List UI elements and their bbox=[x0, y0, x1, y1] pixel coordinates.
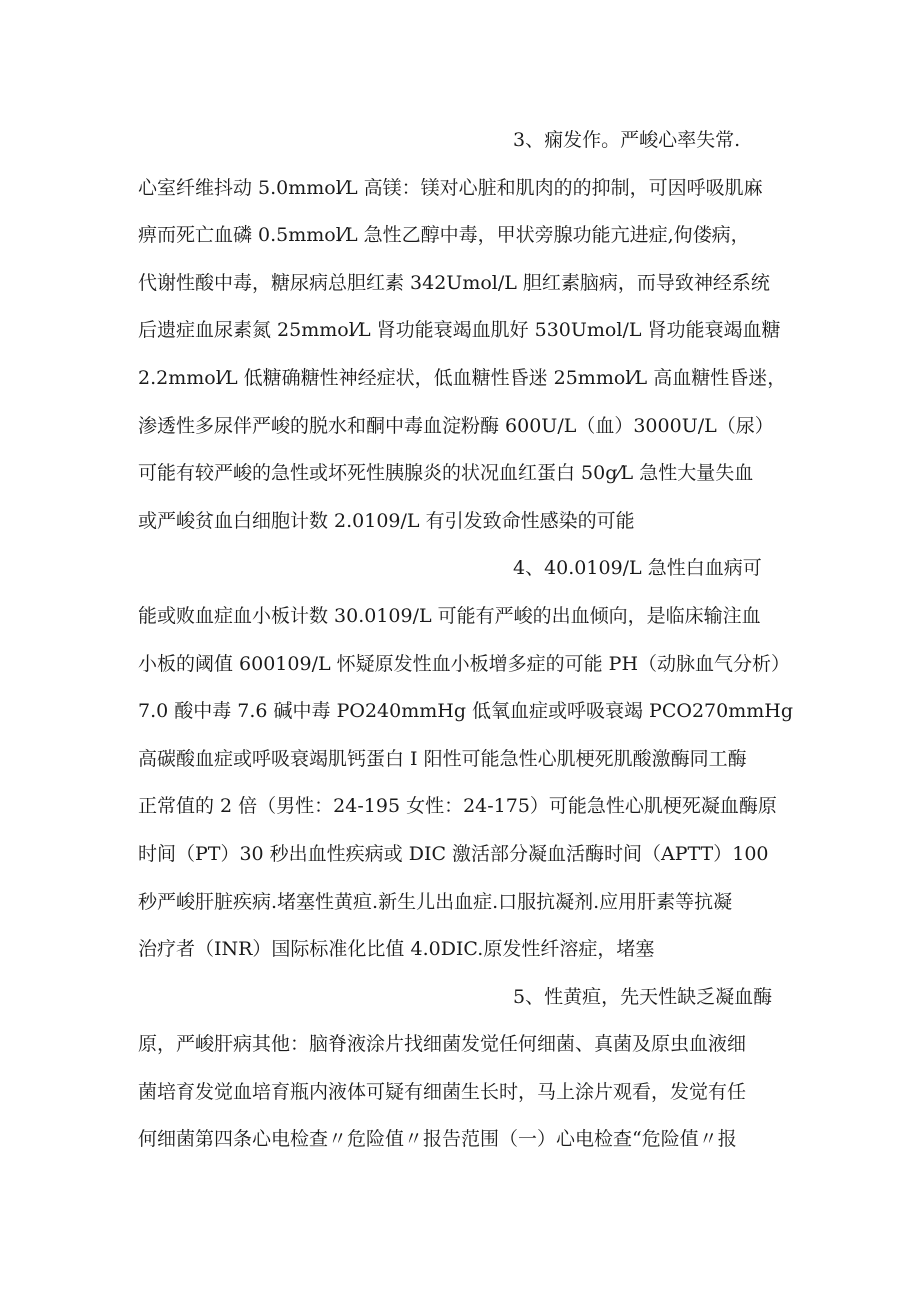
text-line: 能或败血症血小板计数 30.0109/L 可能有严峻的出血倾向，是临床输注血 bbox=[138, 604, 761, 627]
text-line: 代谢性酸中毒，糖尿病总胆红素 342Umol/L 胆红素脑病，而导致神经系统 bbox=[138, 271, 770, 294]
text-line: 7.0 酸中毒 7.6 碱中毒 PO240mmHg 低氧血症或呼吸衰竭 PCO270mmHg bbox=[138, 700, 793, 723]
section-3-heading: 3、痫发作。严峻心率失常. bbox=[513, 129, 741, 151]
text-line: 可能有较严峻的急性或坏死性胰腺炎的状况血红蛋白 50g⁄L 急性大量失血 bbox=[138, 462, 754, 485]
text-line: 痹而死亡血磷 0.5mmol⁄L 急性乙醇中毒，甲状旁腺功能亢进症,佝偻病， bbox=[138, 224, 750, 247]
text-line: 或严峻贫血白细胞计数 2.0109/L 有引发致命性感染的可能 bbox=[138, 509, 635, 532]
text-line: 治疗者（INR）国际标准化比值 4.0DIC.原发性纤溶症，堵塞 bbox=[138, 938, 655, 961]
text-line: 秒严峻肝脏疾病.堵塞性黄疸.新生儿出血症.口服抗凝剂.应用肝素等抗凝 bbox=[138, 890, 733, 913]
text-line: 时间（PT）30 秒出血性疾病或 DIC 激活部分凝血活酶时间（APTT）100 bbox=[138, 842, 769, 865]
text-line: 菌培育发觉血培育瓶内液体可疑有细菌生长时，马上涂片观看，发觉有任 bbox=[138, 1080, 747, 1103]
text-line: 2.2mmol⁄L 低糖确糖性神经症状，低血糖性昏迷 25mmol⁄L 高血糖性昏迷， bbox=[138, 366, 787, 389]
text-line: 渗透性多尿伴严峻的脱水和酮中毒血淀粉酶 600U/L（血）3000U/L（尿） bbox=[138, 414, 774, 437]
text-line: 小板的阈值 600109/L 怀疑原发性血小板增多症的可能 PH（动脉血气分析） bbox=[138, 652, 791, 675]
text-line: 心室纤维抖动 5.0mmol⁄L 高镁：镁对心脏和肌肉的的抑制，可因呼吸肌麻 bbox=[138, 176, 763, 199]
text-line: 后遗症血尿素氮 25mmol⁄L 肾功能衰竭血肌好 530Umol/L 肾功能衰竭血糖 bbox=[138, 319, 781, 342]
document-body bbox=[138, 117, 798, 1164]
text-line: 正常值的 2 倍（男性：24-195 女性：24-175）可能急性心肌梗死凝血酶原 bbox=[138, 795, 777, 818]
text-line: 何细菌第四条心电检查〃危险值〃报告范围（一）心电检查“危险值〃报 bbox=[138, 1128, 737, 1151]
section-5-heading: 5、性黄疸，先天性缺乏凝血酶 bbox=[513, 985, 773, 1008]
text-line: 原，严峻肝病其他：脑脊液涂片找细菌发觉任何细菌、真菌及原虫血液细 bbox=[138, 1033, 747, 1056]
section-4-heading: 4、40.0109/L 急性白血病可 bbox=[513, 557, 762, 580]
text-line: 高碳酸血症或呼吸衰竭肌钙蛋白 I 阳性可能急性心肌梗死肌酸激酶同工酶 bbox=[138, 747, 747, 770]
